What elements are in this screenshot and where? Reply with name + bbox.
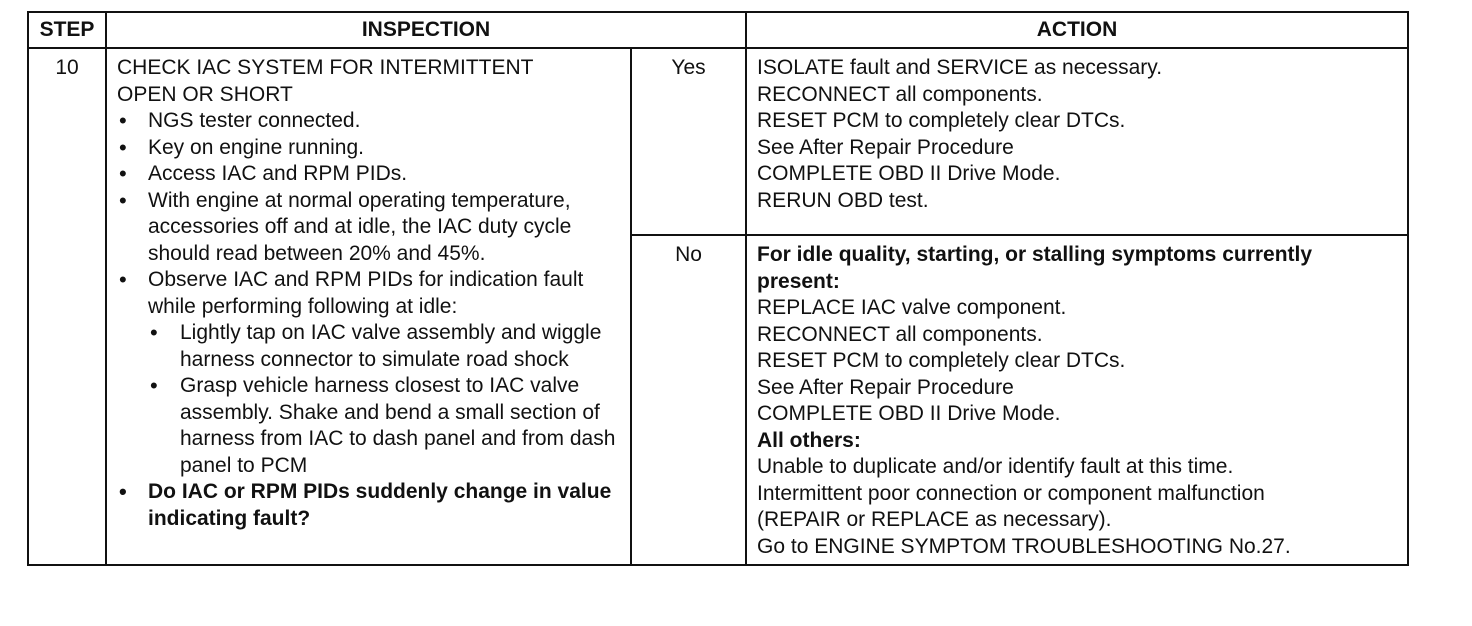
sub-bullet-list [148, 320, 622, 479]
no-action-line: COMPLETE OBD II Drive Mode. [757, 402, 1061, 425]
inspection-title-line-2: OPEN OR SHORT [117, 82, 293, 106]
yes-action-line: ISOLATE fault and SERVICE as necessary. [757, 56, 1163, 79]
header-action: ACTION [746, 12, 1408, 48]
no-action-line: RESET PCM to completely clear DTCs. [757, 349, 1126, 372]
no-action-line: REPLACE IAC valve component. [757, 296, 1067, 319]
no-action-line: Intermittent poor connection or component malfunction [757, 481, 1265, 505]
inspection-bullet-list [117, 108, 622, 532]
bullet-item: • With engine at normal operating temperature, accessories off and at idle, the IAC duty cycle should read between 20% and 45%. [117, 188, 622, 268]
no-action-line: See After Repair Procedure [757, 375, 1014, 399]
no-heading-idle-symptoms: For idle quality, starting, or stalling symptoms currently present: [757, 243, 1313, 293]
no-label: No [631, 235, 746, 565]
yes-action-cell [746, 48, 1408, 235]
bullet-item: • Key on engine running. [117, 135, 622, 162]
inspection-title-line-1: CHECK IAC SYSTEM FOR INTERMITTENT [117, 56, 534, 79]
yes-row [28, 48, 1408, 235]
yes-action-line: COMPLETE OBD II Drive Mode. [757, 162, 1061, 185]
yes-action-line: See After Repair Procedure [757, 135, 1014, 159]
no-action-line: (REPAIR or REPLACE as necessary). [757, 508, 1112, 531]
sub-bullet-item: • Grasp vehicle harness closest to IAC valve assembly. Shake and bend a small section of harness from IAC to dash panel and from dash panel to PCM [148, 373, 622, 479]
no-action-line: Unable to duplicate and/or identify fault at this time. [757, 455, 1234, 478]
header-step: STEP [28, 12, 106, 48]
inspection-cell [106, 48, 631, 565]
question-bullet: • Do IAC or RPM PIDs suddenly change in value indicating fault? [117, 479, 622, 532]
step-number: 10 [28, 48, 106, 565]
no-action-cell [746, 235, 1408, 565]
sub-bullet-item: • Lightly tap on IAC valve assembly and wiggle harness connector to simulate road shock [148, 320, 622, 373]
yes-action-line: RESET PCM to completely clear DTCs. [757, 109, 1126, 132]
bullet-item: • Access IAC and RPM PIDs. [117, 161, 622, 188]
header-row [28, 12, 1408, 48]
yes-action-line: RECONNECT all components. [757, 82, 1043, 106]
no-heading-all-others: All others: [757, 428, 861, 452]
yes-label: Yes [631, 48, 746, 235]
yes-action-line: RERUN OBD test. [757, 188, 929, 212]
no-action-line: RECONNECT all components. [757, 322, 1043, 346]
bullet-item-with-sublist [117, 267, 622, 479]
bullet-item: • NGS tester connected. [117, 108, 622, 135]
diagnostic-table [27, 11, 1409, 566]
bullet-item-text: Observe IAC and RPM PIDs for indication fault while performing following at idle: [148, 268, 584, 318]
no-action-line: Go to ENGINE SYMPTOM TROUBLESHOOTING No.27. [757, 534, 1291, 558]
header-inspection: INSPECTION [106, 12, 746, 48]
